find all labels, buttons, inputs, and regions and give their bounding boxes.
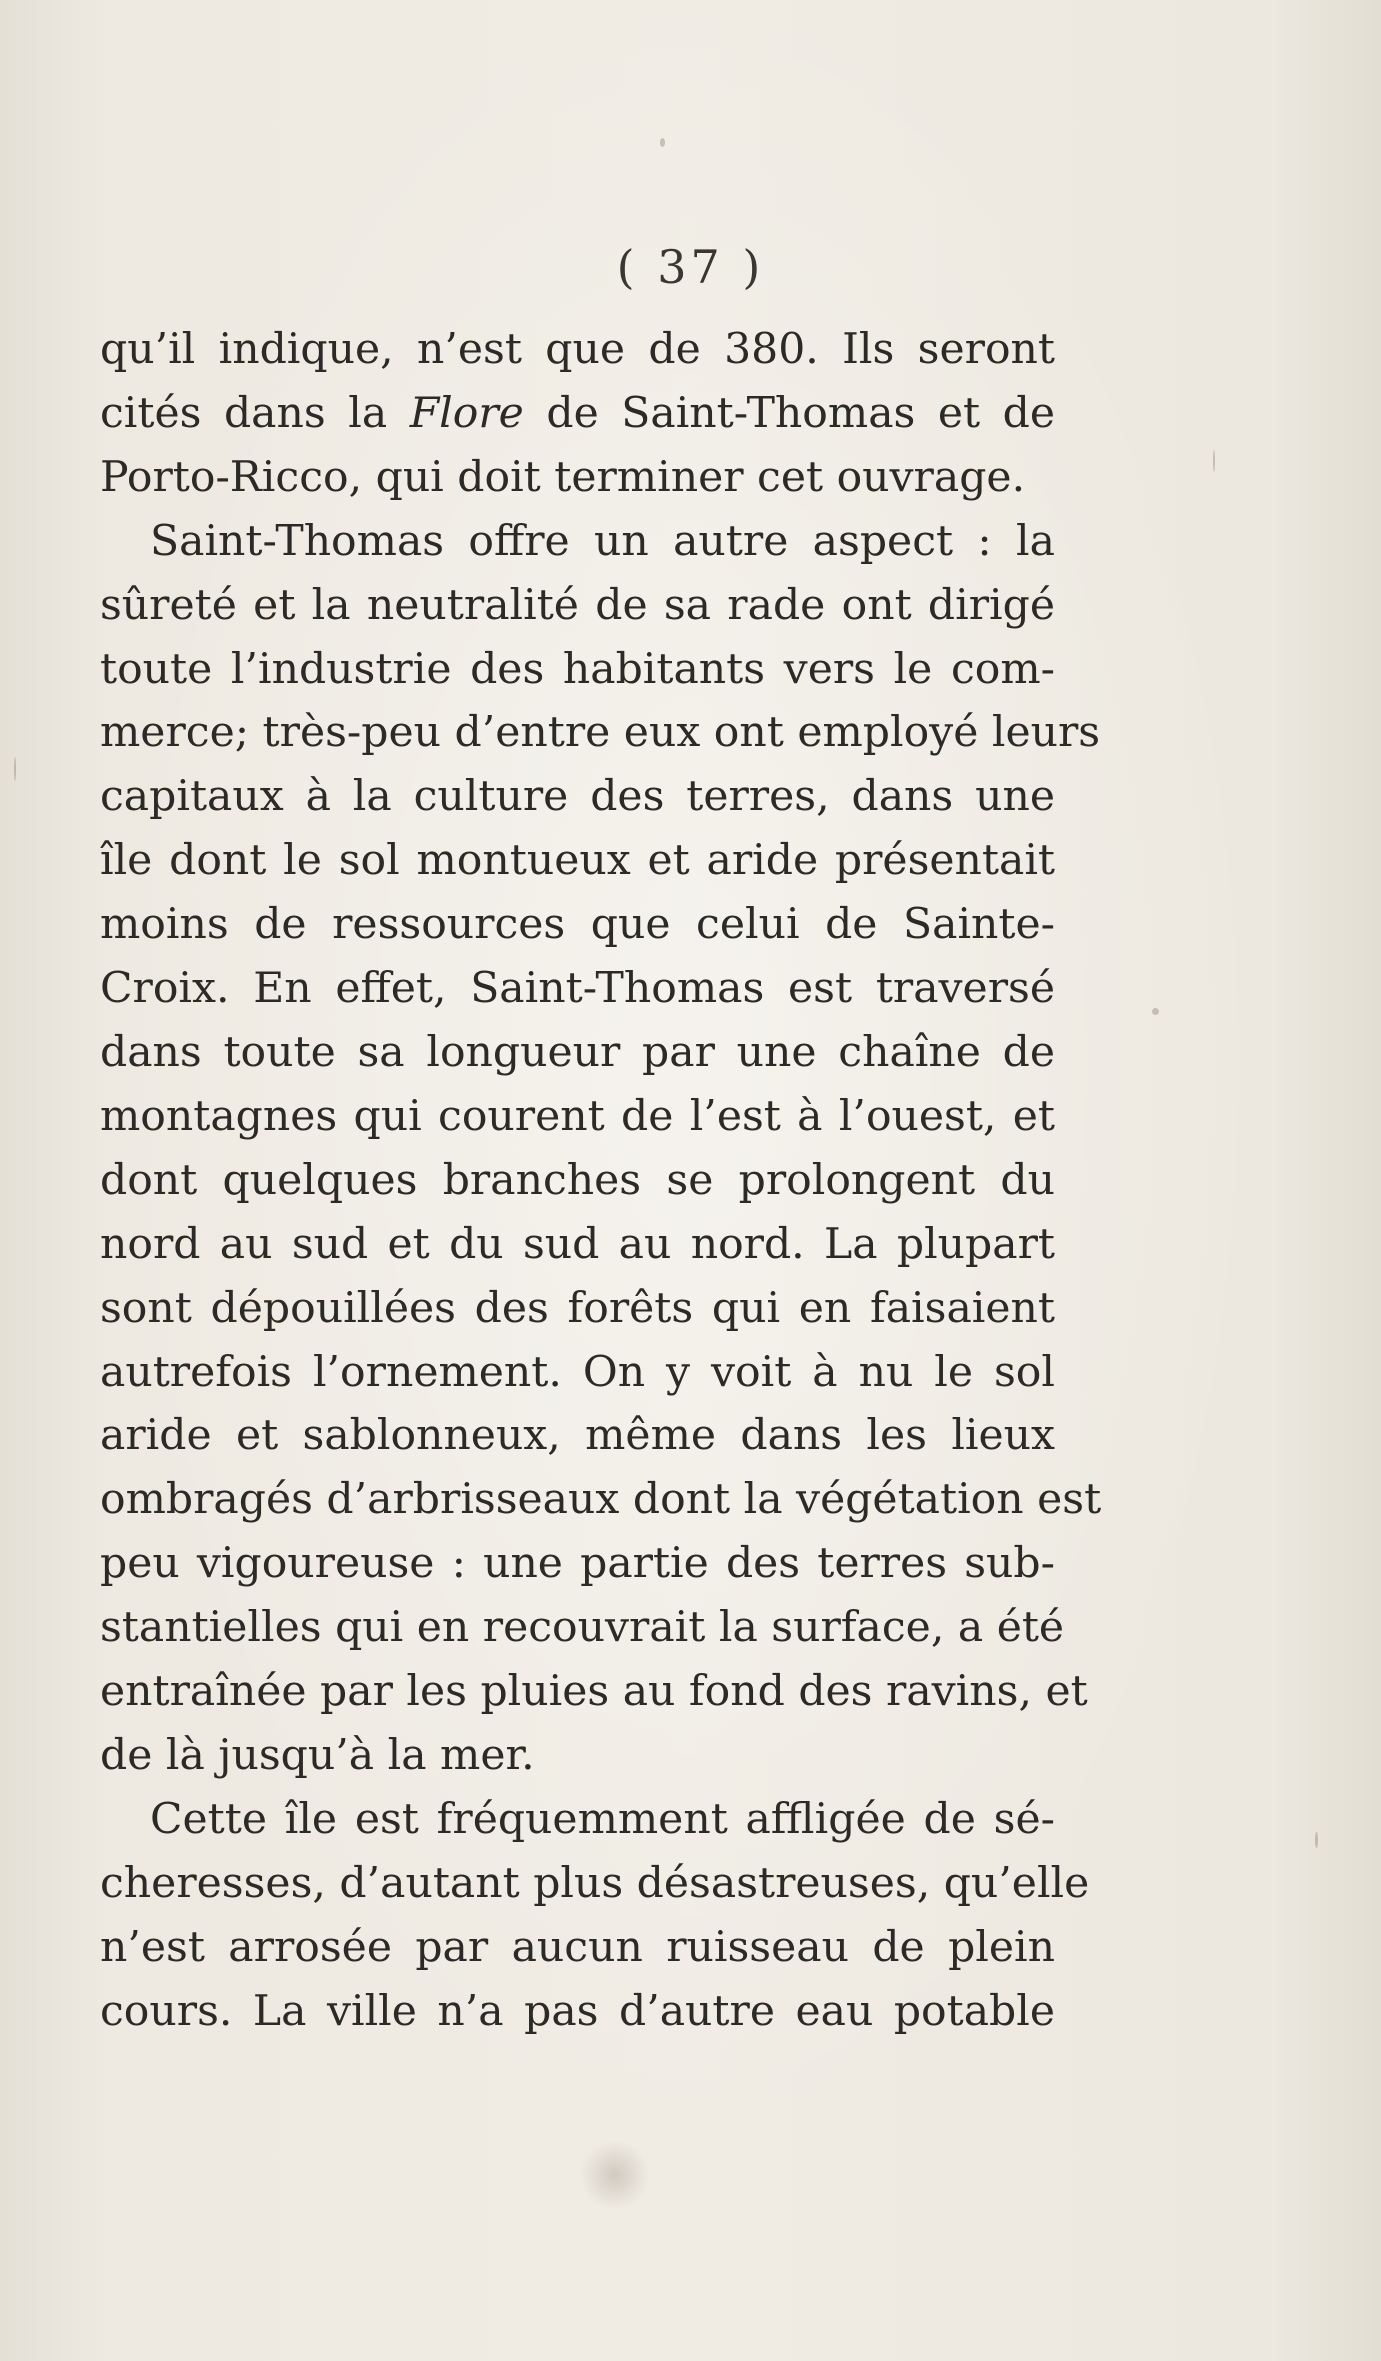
text-line: aride et sablonneux, même dans les lieux [100, 1411, 1055, 1461]
text-line: dont quelques branches se prolongent du [100, 1155, 1055, 1205]
paper-speck [14, 757, 16, 781]
text-line: cours. La ville n’a pas d’autre eau potable [100, 1986, 1055, 2036]
text-line: Croix. En effet, Saint-Thomas est traversé [100, 964, 1055, 1014]
text-line: sûreté et la neutralité de sa rade ont dirigé [100, 580, 1055, 630]
text-line: Saint-Thomas offre un autre aspect : la [150, 516, 1055, 566]
paper-speck [660, 138, 665, 147]
text-line: autrefois l’ornement. On y voit à nu le sol [100, 1347, 1055, 1397]
body-text [100, 318, 1102, 2043]
paragraph-2 [100, 510, 1102, 1788]
text-run: de Saint-Thomas et de [523, 388, 1055, 438]
text-line: toute l’industrie des habitants vers le com- [100, 644, 1055, 694]
text-line: stantielles qui en recouvrait la surface, a été [100, 1603, 1065, 1653]
text-line [100, 382, 1055, 446]
text-line: qu’il indique, n’est que de 380. Ils seront [100, 325, 1055, 374]
text-line: de là jusqu’à la mer. [100, 1730, 535, 1780]
text-line: moins de ressources que celui de Sainte- [100, 900, 1055, 950]
text-line: cheresses, d’autant plus désastreuses, qu’elle [100, 1858, 1090, 1908]
text-line: nord au sud et du sud au nord. La plupart [100, 1219, 1055, 1269]
paper-speck [1315, 1832, 1318, 1848]
text-run: cités dans la [100, 388, 410, 438]
page-number: ( 37 ) [616, 240, 765, 294]
text-line: Cette île est fréquemment affligée de sé- [150, 1794, 1055, 1844]
text-line: sont dépouillées des forêts qui en faisaient [100, 1283, 1055, 1333]
paper-speck [1152, 1008, 1159, 1015]
text-line: n’est arrosée par aucun ruisseau de plein [100, 1922, 1055, 1972]
text-line: île dont le sol montueux et aride présentait [100, 836, 1055, 886]
paragraph-3 [100, 1788, 1090, 2044]
text-line: ombragés d’arbrisseaux dont la végétation est [100, 1475, 1102, 1525]
paper-smudge [580, 2140, 650, 2210]
text-line: montagnes qui courent de l’est à l’ouest, et [100, 1091, 1055, 1141]
text-line: Porto-Ricco, qui doit terminer cet ouvrage. [100, 452, 1026, 502]
text-line: capitaux à la culture des terres, dans une [100, 772, 1055, 822]
text-line: dans toute sa longueur par une chaîne de [100, 1027, 1055, 1077]
italic-title: Flore [409, 388, 524, 438]
paragraph-1 [100, 318, 1055, 510]
text-line: merce; très-peu d’entre eux ont employé leurs [100, 708, 1101, 758]
text-line: entraînée par les pluies au fond des ravins, et [100, 1667, 1088, 1717]
paper-speck [1213, 450, 1215, 472]
text-line: peu vigoureuse : une partie des terres sub- [100, 1539, 1055, 1589]
